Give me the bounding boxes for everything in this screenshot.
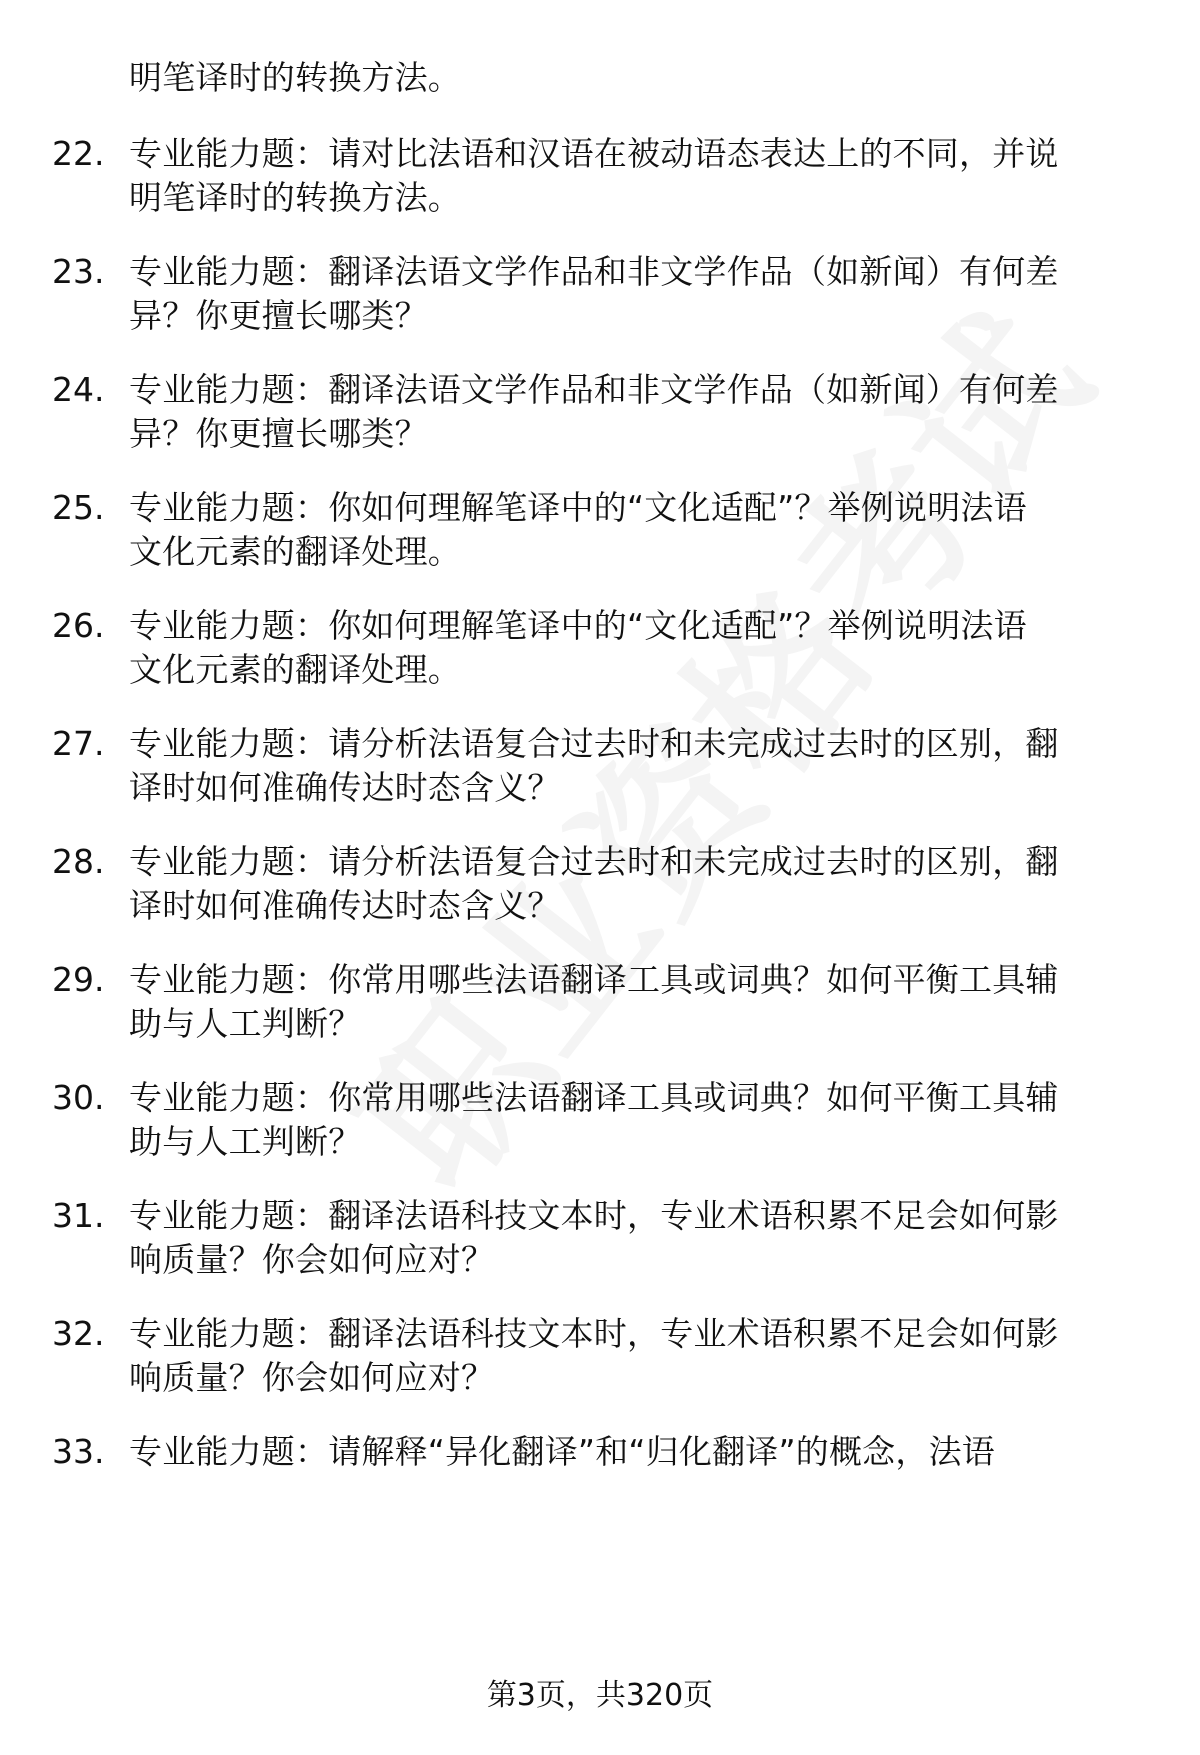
item-number: 27. bbox=[52, 724, 105, 763]
item-number: 28. bbox=[52, 842, 105, 881]
item-text-line1: 专业能力题：翻译法语科技文本时，专业术语积累不足会如何影 bbox=[129, 1196, 1059, 1235]
item-text-line1: 专业能力题：请分析法语复合过去时和未完成过去时的区别，翻 bbox=[129, 724, 1059, 763]
item-text-line1: 专业能力题：你如何理解笔译中的“文化适配”？举例说明法语 bbox=[129, 606, 1027, 645]
item-number: 25. bbox=[52, 488, 105, 527]
item-number: 26. bbox=[52, 606, 105, 645]
item-number: 33. bbox=[52, 1432, 105, 1471]
item-number: 24. bbox=[52, 370, 105, 409]
carryover-line: 明笔译时的转换方法。 bbox=[129, 58, 461, 97]
item-number: 22. bbox=[52, 134, 105, 173]
item-text-line1: 专业能力题：你常用哪些法语翻译工具或词典？如何平衡工具辅 bbox=[129, 1078, 1059, 1117]
item-number: 29. bbox=[52, 960, 105, 999]
item-number: 31. bbox=[52, 1196, 105, 1235]
item-text-line2: 文化元素的翻译处理。 bbox=[129, 650, 461, 689]
item-number: 23. bbox=[52, 252, 105, 291]
item-text-line1: 专业能力题：请对比法语和汉语在被动语态表达上的不同，并说 bbox=[129, 134, 1059, 173]
item-text-line1: 专业能力题：翻译法语文学作品和非文学作品（如新闻）有何差 bbox=[129, 252, 1059, 291]
item-text-line1: 专业能力题：请分析法语复合过去时和未完成过去时的区别，翻 bbox=[129, 842, 1059, 881]
item-text-line1: 专业能力题：翻译法语科技文本时，专业术语积累不足会如何影 bbox=[129, 1314, 1059, 1353]
item-text-line1: 专业能力题：翻译法语文学作品和非文学作品（如新闻）有何差 bbox=[129, 370, 1059, 409]
item-text-line2: 译时如何准确传达时态含义？ bbox=[129, 886, 561, 925]
item-text-line2: 明笔译时的转换方法。 bbox=[129, 178, 461, 217]
item-text-line2: 响质量？你会如何应对？ bbox=[129, 1240, 495, 1279]
item-text-line2: 译时如何准确传达时态含义？ bbox=[129, 768, 561, 807]
item-number: 30. bbox=[52, 1078, 105, 1117]
item-text-line2: 异？你更擅长哪类？ bbox=[129, 414, 428, 453]
item-text-line1: 专业能力题：你常用哪些法语翻译工具或词典？如何平衡工具辅 bbox=[129, 960, 1059, 999]
item-number: 32. bbox=[52, 1314, 105, 1353]
item-text-line1: 专业能力题：你如何理解笔译中的“文化适配”？举例说明法语 bbox=[129, 488, 1027, 527]
page-footer: 第3页，共320页 bbox=[486, 1678, 714, 1713]
item-text-line1: 专业能力题：请解释“异化翻译”和“归化翻译”的概念，法语 bbox=[129, 1432, 995, 1471]
item-text-line2: 响质量？你会如何应对？ bbox=[129, 1358, 495, 1397]
item-text-line2: 助与人工判断？ bbox=[129, 1122, 362, 1161]
item-text-line2: 助与人工判断？ bbox=[129, 1004, 362, 1043]
item-text-line2: 异？你更擅长哪类？ bbox=[129, 296, 428, 335]
item-text-line2: 文化元素的翻译处理。 bbox=[129, 532, 461, 571]
